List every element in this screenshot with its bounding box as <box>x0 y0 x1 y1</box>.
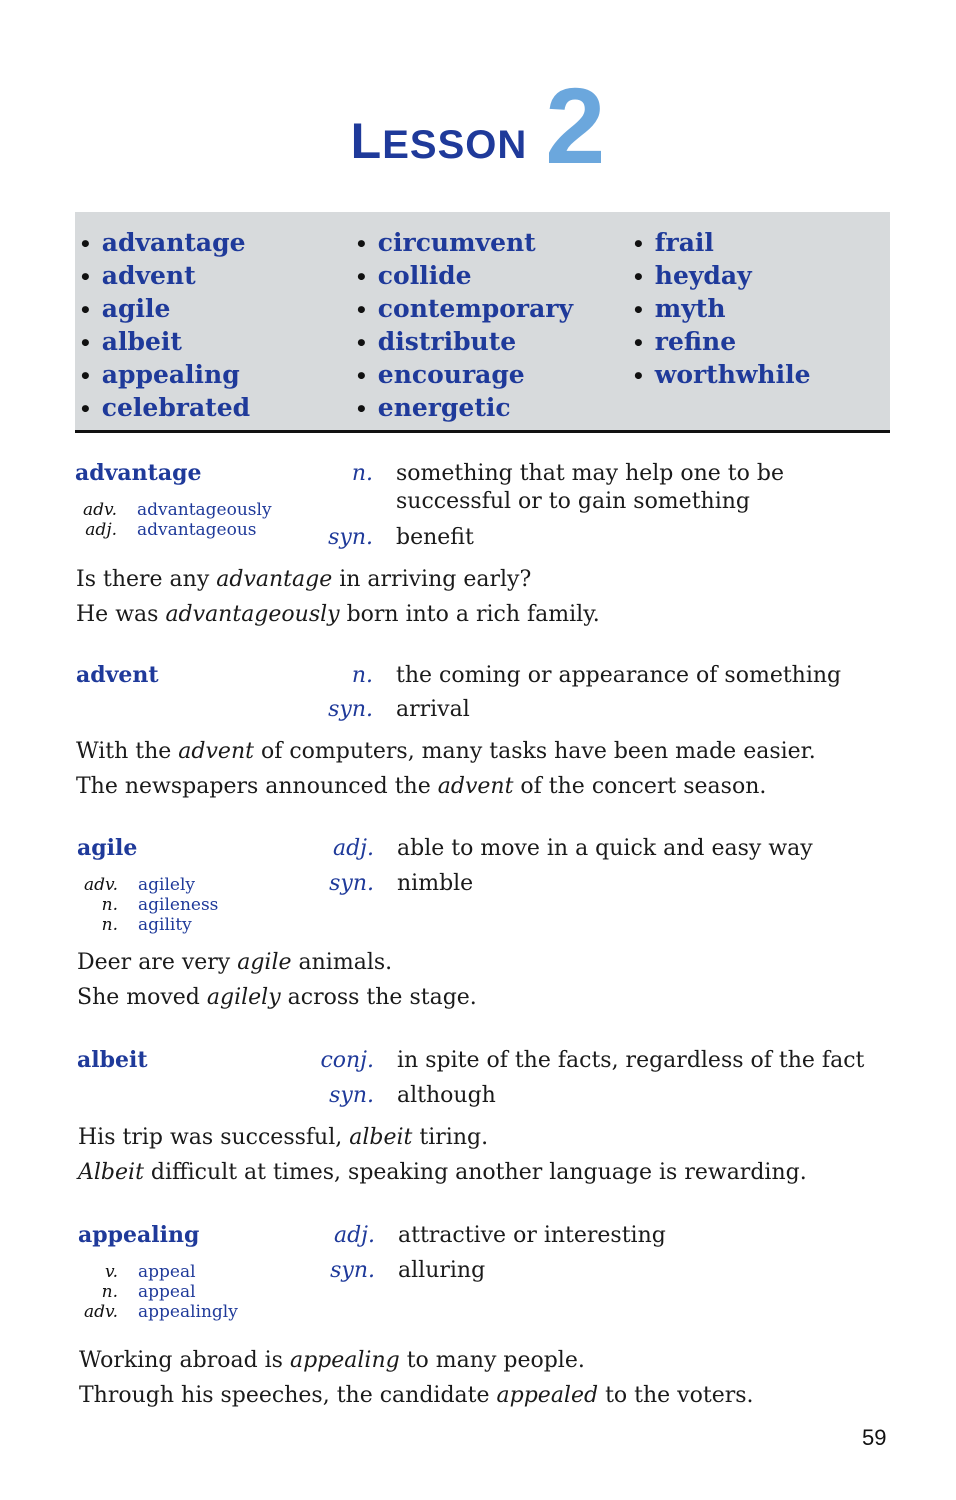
word-form <box>76 1262 238 1282</box>
example-text: He was <box>76 602 166 627</box>
word-list-item <box>79 292 250 325</box>
synonym-label: syn. <box>329 1083 374 1108</box>
example-sentence <box>76 601 600 629</box>
word-list-word: agile <box>101 294 171 323</box>
example-text: difficult at times, speaking another language is rewarding. <box>143 1160 807 1185</box>
part-of-speech: adj. <box>333 1223 375 1248</box>
word-form-pos: adj. <box>85 520 117 540</box>
word-form-pos: v. <box>105 1262 118 1282</box>
example-text: to the voters. <box>598 1383 754 1408</box>
page-number: 59 <box>862 1425 887 1450</box>
synonym: benefit <box>396 525 474 550</box>
word-list-word: circumvent <box>377 228 536 257</box>
word-form <box>75 500 272 520</box>
bullet-icon: • <box>79 397 92 421</box>
word-form <box>76 875 218 895</box>
word-form-word: agilely <box>138 875 195 895</box>
example-text: She moved <box>77 985 207 1010</box>
example-keyword: appealing <box>289 1348 400 1373</box>
word-form <box>76 1302 238 1322</box>
word-list-word: celebrated <box>101 393 251 422</box>
synonym-label: syn. <box>329 871 374 896</box>
word-form-pos: adv. <box>83 1302 118 1322</box>
example-text: His trip was successful, <box>78 1125 350 1150</box>
word-list-word: collide <box>377 261 472 290</box>
bullet-icon: • <box>632 298 645 322</box>
synonym-label: syn. <box>330 1258 375 1283</box>
synonym: although <box>397 1083 496 1108</box>
lesson-title-rest: ESSON <box>382 123 528 167</box>
word-form <box>76 895 218 915</box>
word-list-item <box>632 358 811 391</box>
word-form-word: appealingly <box>138 1302 238 1322</box>
example-text: With the <box>76 739 179 764</box>
word-list-item <box>79 358 250 391</box>
word-list-word: myth <box>654 294 726 323</box>
lesson-header <box>0 65 956 187</box>
bullet-icon: • <box>79 298 92 322</box>
example-sentence <box>79 1347 585 1375</box>
part-of-speech: adj. <box>332 836 374 861</box>
example-text: tiring. <box>412 1125 489 1150</box>
word-list-column-1 <box>79 226 250 424</box>
word-list-word: heyday <box>654 261 752 290</box>
word-list-word: worthwhile <box>654 360 811 389</box>
example-sentence <box>76 738 816 766</box>
word-forms <box>75 500 272 540</box>
word-list-item <box>355 358 573 391</box>
example-text: across the stage. <box>280 985 477 1010</box>
word-form-word: appeal <box>138 1262 196 1282</box>
synonym-label: syn. <box>328 697 373 722</box>
example-keyword: albeit <box>349 1125 413 1150</box>
example-sentence <box>78 1124 488 1152</box>
bullet-icon: • <box>79 331 92 355</box>
entry-headword: agile <box>77 835 138 861</box>
example-keyword: Albeit <box>78 1160 144 1185</box>
bullet-icon: • <box>355 298 368 322</box>
word-list-item <box>79 259 250 292</box>
word-forms <box>76 1262 238 1322</box>
synonym: alluring <box>398 1258 486 1283</box>
synonym-label: syn. <box>328 525 373 550</box>
word-list-word: refine <box>654 327 737 356</box>
example-keyword: agilely <box>206 985 281 1010</box>
word-list-item <box>355 391 573 424</box>
word-form-pos: n. <box>101 895 118 915</box>
definition: attractive or interesting <box>398 1223 666 1248</box>
bullet-icon: • <box>355 397 368 421</box>
word-list-column-3 <box>632 226 811 391</box>
word-form <box>76 915 218 935</box>
word-form-word: advantageously <box>137 500 272 520</box>
example-keyword: appealed <box>496 1383 599 1408</box>
word-list-word: energetic <box>377 393 511 422</box>
synonym: arrival <box>396 697 470 722</box>
definition: able to move in a quick and easy way <box>397 836 813 861</box>
example-text: The newspapers announced the <box>76 774 438 799</box>
lesson-title-initial: L <box>350 113 383 169</box>
example-sentence <box>76 773 766 801</box>
word-list-word: contemporary <box>377 294 573 323</box>
lesson-title <box>350 113 528 169</box>
word-list-item <box>79 391 250 424</box>
word-list-item <box>79 325 250 358</box>
definition: the coming or appearance of something <box>396 663 842 688</box>
part-of-speech: n. <box>351 663 373 688</box>
word-list-item <box>355 292 573 325</box>
example-text: Working abroad is <box>79 1348 290 1373</box>
synonym: nimble <box>397 871 474 896</box>
example-keyword: advantageously <box>165 602 340 627</box>
example-keyword: advantage <box>216 567 333 592</box>
example-sentence <box>77 984 477 1012</box>
word-list-word: advantage <box>101 228 246 257</box>
bullet-icon: • <box>79 364 92 388</box>
example-text: Through his speeches, the candidate <box>79 1383 497 1408</box>
word-list-word: encourage <box>377 360 525 389</box>
word-form-word: advantageous <box>137 520 257 540</box>
word-list-item <box>355 259 573 292</box>
example-text: in arriving early? <box>332 567 532 592</box>
bullet-icon: • <box>79 265 92 289</box>
word-list-word: albeit <box>101 327 182 356</box>
word-list-item <box>79 226 250 259</box>
word-form <box>75 520 272 540</box>
definition: in spite of the facts, regardless of the fact <box>397 1048 865 1073</box>
example-sentence <box>78 1159 807 1187</box>
word-list-word: appealing <box>101 360 240 389</box>
word-form-pos: adv. <box>83 875 118 895</box>
bullet-icon: • <box>632 265 645 289</box>
word-form-word: appeal <box>138 1282 196 1302</box>
word-list-word: advent <box>101 261 196 290</box>
word-list-column-2 <box>355 226 573 424</box>
bullet-icon: • <box>632 232 645 256</box>
word-form-word: agility <box>138 915 192 935</box>
bullet-icon: • <box>632 331 645 355</box>
bullet-icon: • <box>632 364 645 388</box>
word-list-item <box>632 259 811 292</box>
example-text: Deer are very <box>77 950 238 975</box>
word-list-item <box>632 226 811 259</box>
vocabulary-word-list <box>75 212 890 433</box>
word-list-item <box>632 325 811 358</box>
entry-headword: albeit <box>77 1047 148 1073</box>
word-list-item <box>355 226 573 259</box>
entry-headword: advent <box>76 662 159 688</box>
word-list-item <box>355 325 573 358</box>
word-form-pos: adv. <box>82 500 117 520</box>
example-keyword: agile <box>237 950 292 975</box>
word-list-item <box>632 292 811 325</box>
part-of-speech: n. <box>351 461 373 486</box>
word-list-word: distribute <box>377 327 517 356</box>
example-text: of the concert season. <box>513 774 767 799</box>
bullet-icon: • <box>355 364 368 388</box>
example-text: animals. <box>291 950 393 975</box>
example-sentence <box>76 566 531 594</box>
entry-headword: advantage <box>75 460 202 486</box>
definition: something that may help one to be successful or to gain something <box>396 461 784 514</box>
word-form-pos: n. <box>101 915 118 935</box>
bullet-icon: • <box>79 232 92 256</box>
word-form-word: agileness <box>138 895 219 915</box>
bullet-icon: • <box>355 265 368 289</box>
example-text: Is there any <box>76 567 217 592</box>
lesson-number: 2 <box>545 65 606 187</box>
example-text: born into a rich family. <box>339 602 600 627</box>
part-of-speech: conj. <box>320 1048 374 1073</box>
word-form-pos: n. <box>101 1282 118 1302</box>
word-forms <box>76 875 218 935</box>
example-text: to many people. <box>399 1348 585 1373</box>
word-form <box>76 1282 238 1302</box>
example-keyword: advent <box>178 739 254 764</box>
bullet-icon: • <box>355 331 368 355</box>
example-sentence <box>77 949 392 977</box>
example-keyword: advent <box>437 774 514 799</box>
word-list-word: frail <box>654 228 714 257</box>
example-sentence <box>79 1382 754 1410</box>
bullet-icon: • <box>355 232 368 256</box>
example-text: of computers, many tasks have been made easier. <box>253 739 816 764</box>
entry-headword: appealing <box>78 1222 200 1248</box>
